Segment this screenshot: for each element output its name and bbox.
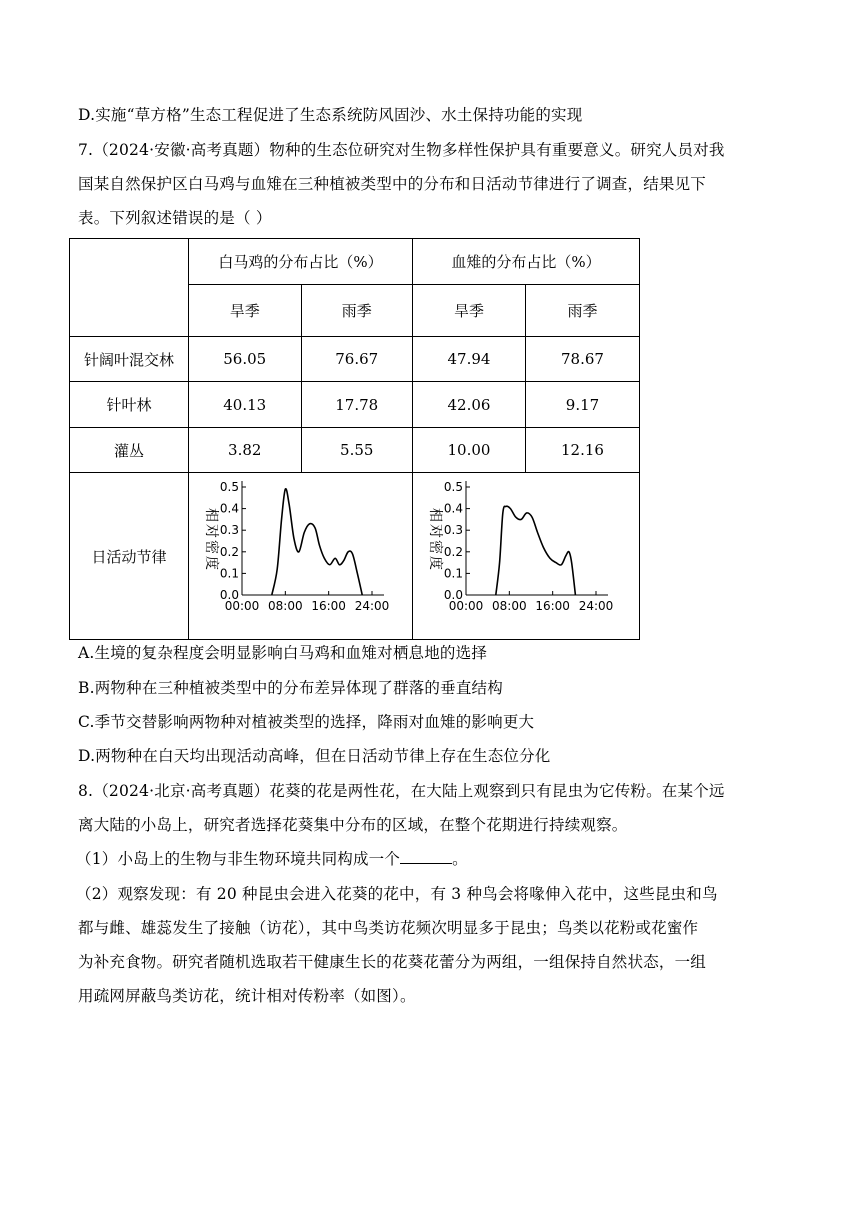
y-axis-label-char: 密 — [203, 540, 219, 554]
distribution-table — [69, 238, 640, 640]
part-1-text: （1）小岛上的生物与非生物环境共同构成一个 — [76, 850, 401, 868]
y-axis-label-char: 对 — [203, 524, 219, 538]
y-tick-label: 0.1 — [443, 566, 463, 581]
activity-curve — [496, 506, 576, 595]
y-axis-label-char: 度 — [203, 556, 219, 570]
question-8-line-1: 8.（2024·北京·高考真题）花葵的花是两性花，在大陆上观察到只有昆虫为它传粉。在某个远 — [78, 782, 725, 800]
activity-chart-white-eared-pheasant — [189, 473, 412, 635]
question-8-part-2-line-2: 都与雌、雄蕊发生了接触（访花），其中鸟类访花频次明显多于昆虫；鸟类以花粉或花蜜作 — [78, 919, 699, 937]
table-cell: 12.16 — [526, 428, 640, 473]
question-8-part-2-line-3: 为补充食物。研究者随机选取若干健康生长的花葵花蕾分为两组，一组保持自然状态，一组 — [78, 953, 707, 971]
subheader-rainy-2: 雨季 — [526, 285, 640, 337]
y-tick-label: 0.5 — [443, 480, 463, 494]
y-axis-label-char: 度 — [427, 556, 443, 570]
table-cell: 9.17 — [526, 382, 640, 428]
answer-blank[interactable] — [400, 849, 452, 864]
y-tick-label: 0.4 — [219, 501, 239, 516]
question-8-part-1 — [76, 847, 468, 869]
table-cell: 76.67 — [301, 337, 413, 382]
activity-row-label: 日活动节律 — [70, 473, 189, 640]
chart-cell-2 — [413, 473, 640, 640]
table-row — [70, 382, 640, 428]
header-white-eared-pheasant: 白马鸡的分布占比（%） — [189, 239, 413, 285]
x-tick-label: 00:00 — [224, 599, 260, 613]
x-tick-label: 24:00 — [578, 599, 614, 613]
header-blood-pheasant: 血雉的分布占比（%） — [413, 239, 640, 285]
subheader-rainy-1: 雨季 — [301, 285, 413, 337]
question-8-part-2-line-4: 用疏网屏蔽鸟类访花，统计相对传粉率（如图）。 — [78, 987, 416, 1005]
subheader-dry-2: 旱季 — [413, 285, 526, 337]
y-axis-label-char: 相 — [203, 508, 219, 522]
x-tick-label: 16:00 — [311, 599, 346, 613]
option-b: B.两物种在三种植被类型中的分布差异体现了群落的垂直结构 — [78, 679, 503, 697]
table-cell: 56.05 — [189, 337, 302, 382]
y-tick-label: 0.0 — [219, 588, 239, 602]
x-tick-label: 24:00 — [354, 599, 390, 613]
y-tick-label: 0.2 — [443, 544, 463, 559]
table-corner-cell — [70, 239, 189, 337]
question-7-line-1: 7.（2024·安徽·高考真题）物种的生态位研究对生物多样性保护具有重要意义。研究人员对我 — [78, 141, 725, 159]
x-tick-label: 00:00 — [448, 599, 484, 613]
y-tick-label: 0.2 — [219, 544, 239, 559]
row-label: 灌丛 — [70, 428, 189, 473]
table-cell: 10.00 — [413, 428, 526, 473]
question-8-part-2-line-1: （2）观察发现：有 20 种昆虫会进入花葵的花中，有 3 种鸟会将喙伸入花中，这些昆虫和鸟 — [76, 885, 718, 903]
option-a: A.生境的复杂程度会明显影响白马鸡和血雉对栖息地的选择 — [78, 644, 488, 662]
y-axis-label-char: 密 — [427, 540, 443, 554]
activity-chart-blood-pheasant — [413, 473, 639, 635]
table-row — [70, 337, 640, 382]
table-row — [70, 428, 640, 473]
option-d-previous: D.实施“草方格”生态工程促进了生态系统防风固沙、水土保持功能的实现 — [78, 106, 583, 124]
table-cell: 5.55 — [301, 428, 413, 473]
y-tick-label: 0.3 — [219, 523, 239, 538]
table-cell: 47.94 — [413, 337, 526, 382]
y-axis-label-char: 对 — [427, 524, 443, 538]
y-axis-label-char: 相 — [427, 508, 443, 522]
row-label: 针阔叶混交林 — [70, 337, 189, 382]
x-tick-label: 08:00 — [492, 599, 527, 613]
subheader-dry-1: 旱季 — [189, 285, 302, 337]
activity-curve — [272, 489, 362, 595]
table-cell: 40.13 — [189, 382, 302, 428]
x-tick-label: 16:00 — [535, 599, 570, 613]
question-7-line-3: 表。下列叙述错误的是（ ） — [78, 209, 272, 227]
option-c: C.季节交替影响两物种对植被类型的选择，降雨对血雉的影响更大 — [78, 713, 535, 731]
x-tick-label: 08:00 — [268, 599, 303, 613]
y-tick-label: 0.3 — [443, 523, 463, 538]
option-d: D.两物种在白天均出现活动高峰，但在日活动节律上存在生态位分化 — [78, 747, 551, 765]
question-8-line-2: 离大陆的小岛上，研究者选择花葵集中分布的区域，在整个花期进行持续观察。 — [78, 816, 628, 834]
part-1-end: 。 — [452, 850, 468, 868]
table-cell: 42.06 — [413, 382, 526, 428]
chart-cell-1 — [189, 473, 413, 640]
table-cell: 17.78 — [301, 382, 413, 428]
y-tick-label: 0.0 — [443, 588, 463, 602]
y-tick-label: 0.5 — [219, 480, 239, 494]
y-tick-label: 0.1 — [219, 566, 239, 581]
row-label: 针叶林 — [70, 382, 189, 428]
table-cell: 3.82 — [189, 428, 302, 473]
table-cell: 78.67 — [526, 337, 640, 382]
question-7-line-2: 国某自然保护区白马鸡与血雉在三种植被类型中的分布和日活动节律进行了调查，结果见下 — [78, 175, 707, 193]
y-tick-label: 0.4 — [443, 501, 463, 516]
